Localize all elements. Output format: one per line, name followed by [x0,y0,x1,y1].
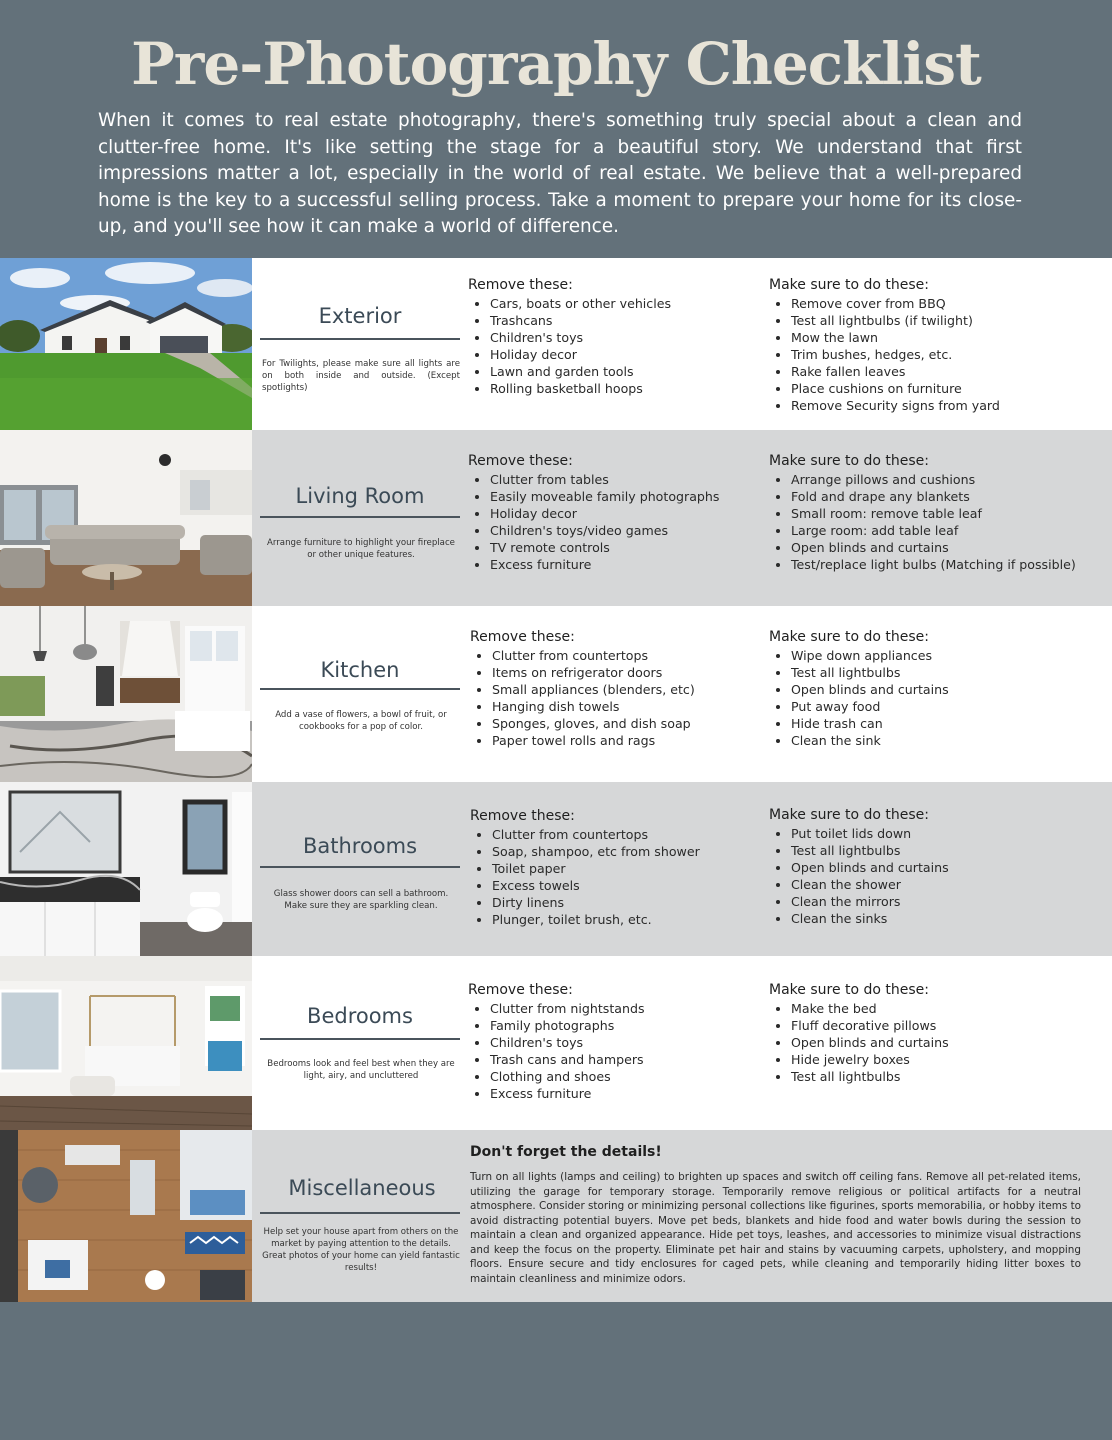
list-item: • Wipe down appliances [791,647,1099,664]
do-list [769,825,1099,927]
list-item: • Family photographs [490,1017,758,1034]
kitchen-divider [260,688,460,690]
section-kitchen [0,606,1112,782]
remove-heading: Remove these: [470,808,575,824]
living-room-do-column [769,453,1109,573]
list-item: • Clothing and shoes [490,1068,758,1085]
do-heading: Make sure to do these: [769,277,930,293]
bathrooms-photo [0,782,252,956]
list-item: • Arrange pillows and cushions [791,471,1109,488]
kitchen-title: Kitchen [320,658,400,682]
list-item: • Trash cans and hampers [490,1051,758,1068]
bedrooms-title: Bedrooms [307,1004,413,1028]
remove-list [468,1000,758,1102]
list-item: • Clutter from countertops [492,826,760,843]
list-item: • Remove Security signs from yard [791,397,1099,414]
list-item: • Hide jewelry boxes [791,1051,1099,1068]
list-item: • Test all lightbulbs [791,1068,1099,1085]
remove-heading: Remove these: [470,629,575,645]
bathrooms-note: Glass shower doors can sell a bathroom. Make sure they are sparkling clean. [273,889,449,911]
remove-heading: Remove these: [468,982,573,998]
list-item: • Clean the shower [791,876,1099,893]
section-bedrooms [0,956,1112,1130]
list-item: • Rolling basketball hoops [490,380,758,397]
list-item: • Cars, boats or other vehicles [490,295,758,312]
list-item: • Mow the lawn [791,329,1099,346]
details-heading: Don't forget the details! [470,1144,662,1160]
exterior-photo [0,258,252,430]
list-item: • Place cushions on furniture [791,380,1099,397]
list-item: • Trim bushes, hedges, etc. [791,346,1099,363]
exterior-note: For Twilights, please make sure all lights are on both inside and outside. (Except spotlights) [262,359,460,393]
list-item: • Clean the sinks [791,910,1099,927]
list-item: • Toilet paper [492,860,760,877]
miscellaneous-photo [0,1130,252,1302]
do-list [769,295,1099,414]
bedrooms-do-column [769,982,1099,1085]
list-item: • Large room: add table leaf [791,522,1109,539]
list-item: • Test all lightbulbs [791,664,1099,681]
remove-list [470,826,760,928]
do-list [769,647,1099,749]
section-living-room [0,430,1112,606]
exterior-title: Exterior [318,304,402,328]
bedrooms-divider [260,1038,460,1040]
list-item: • Holiday decor [490,346,758,363]
list-item: • Items on refrigerator doors [492,664,760,681]
list-item: • Dirty linens [492,894,760,911]
kitchen-remove-column [470,629,760,749]
exterior-remove-column [468,277,758,397]
section-exterior [0,258,1112,430]
list-item: • Excess furniture [490,1085,758,1102]
bedrooms-photo [0,956,252,1130]
exterior-divider [260,338,460,340]
list-item: • Open blinds and curtains [791,1034,1099,1051]
list-item: • Put away food [791,698,1099,715]
list-item: • Sponges, gloves, and dish soap [492,715,760,732]
bathrooms-divider [260,866,460,868]
list-item: • Make the bed [791,1000,1099,1017]
list-item: • Clean the sink [791,732,1099,749]
section-miscellaneous [0,1130,1112,1302]
bathrooms-title: Bathrooms [302,834,418,858]
list-item: • Hanging dish towels [492,698,760,715]
list-item: • Plunger, toilet brush, etc. [492,911,760,928]
list-item: • Excess towels [492,877,760,894]
list-item: • TV remote controls [490,539,758,556]
remove-heading: Remove these: [468,277,573,293]
living-room-title: Living Room [295,484,425,508]
exterior-do-column [769,277,1099,414]
list-item: • Soap, shampoo, etc from shower [492,843,760,860]
list-item: • Clutter from tables [490,471,758,488]
list-item: • Paper towel rolls and rags [492,732,760,749]
miscellaneous-title: Miscellaneous [288,1176,436,1200]
kitchen-do-column [769,629,1099,749]
header-banner [0,0,1112,258]
list-item: • Small room: remove table leaf [791,505,1109,522]
list-item: • Test all lightbulbs (if twilight) [791,312,1099,329]
list-item: • Excess furniture [490,556,758,573]
kitchen-note: Add a vase of flowers, a bowl of fruit, or cookbooks for a pop of color. [275,710,447,732]
bedrooms-remove-column [468,982,758,1102]
page-title: Pre-Photography Checklist [131,30,981,98]
living-room-photo [0,430,252,606]
list-item: • Lawn and garden tools [490,363,758,380]
list-item: • Clutter from nightstands [490,1000,758,1017]
list-item: • Easily moveable family photographs [490,488,758,505]
list-item: • Rake fallen leaves [791,363,1099,380]
remove-list [468,471,758,573]
do-heading: Make sure to do these: [769,629,930,645]
list-item: • Remove cover from BBQ [791,295,1099,312]
list-item: • Children's toys [490,1034,758,1051]
section-bathrooms [0,782,1112,956]
intro-paragraph: When it comes to real estate photography, there's something truly special about a clean and clutter-free home. It's like setting the stage for a beautiful story. We understand that first impressions matter a lot, especially in the world of real estate. We believe that a well-prepared home is the key to a successful selling process. Take a moment to prepare your home for its close-up, and you'll see how it can make a world of difference. [98,110,1022,238]
remove-list [470,647,760,749]
list-item: • Small appliances (blenders, etc) [492,681,760,698]
list-item: • Clutter from countertops [492,647,760,664]
list-item: • Test/replace light bulbs (Matching if possible) [791,556,1109,573]
miscellaneous-note: Help set your house apart from others on the market by paying attention to the details. Great photos of your home can yield fantastic results! [262,1227,460,1273]
list-item: • Fold and drape any blankets [791,488,1109,505]
list-item: • Put toilet lids down [791,825,1099,842]
miscellaneous-divider [260,1212,460,1214]
list-item: • Trashcans [490,312,758,329]
list-item: • Children's toys [490,329,758,346]
remove-list [468,295,758,397]
list-item: • Hide trash can [791,715,1099,732]
do-list [769,1000,1099,1085]
list-item: • Clean the mirrors [791,893,1099,910]
do-list [769,471,1109,573]
living-room-remove-column [468,453,758,573]
living-room-divider [260,516,460,518]
list-item: • Open blinds and curtains [791,681,1099,698]
do-heading: Make sure to do these: [769,807,930,823]
list-item: • Open blinds and curtains [791,539,1109,556]
list-item: • Test all lightbulbs [791,842,1099,859]
list-item: • Open blinds and curtains [791,859,1099,876]
bedrooms-note: Bedrooms look and feel best when they are light, airy, and uncluttered [267,1059,455,1081]
list-item: • Fluff decorative pillows [791,1017,1099,1034]
remove-heading: Remove these: [468,453,573,469]
do-heading: Make sure to do these: [769,982,930,998]
details-paragraph: Turn on all lights (lamps and ceiling) to brighten up spaces and switch off ceiling fans. Remove all pet-related items, utilizing the garage for temporary storage. Temporarily remove religious or political artifacts for a neutral atmosphere. Consider storing or minimizing personal collections like figurines, sports memorabilia, or hobby items to avoid distracting potential buyers. Move pet beds, blankets and hide food and water bowls during the session to maintain a clean and organized appearance. Hide pet toys, leashes, and accessories to minimize visual distractions and keep the focus on the property. Eliminate pet hair and stains by vacuuming carpets, upholstery, and mopping floors. Ensure secure and tidy enclosures for caged pets, while cleaning and temporarily hiding litter boxes to maintain cleanliness and minimize odors. [470,1171,1081,1285]
do-heading: Make sure to do these: [769,453,930,469]
living-room-note: Arrange furniture to highlight your fireplace or other unique features. [267,538,455,560]
list-item: • Children's toys/video games [490,522,758,539]
bathrooms-remove-column [470,808,760,928]
list-item: • Holiday decor [490,505,758,522]
kitchen-photo [0,606,252,782]
bathrooms-do-column [769,807,1099,927]
